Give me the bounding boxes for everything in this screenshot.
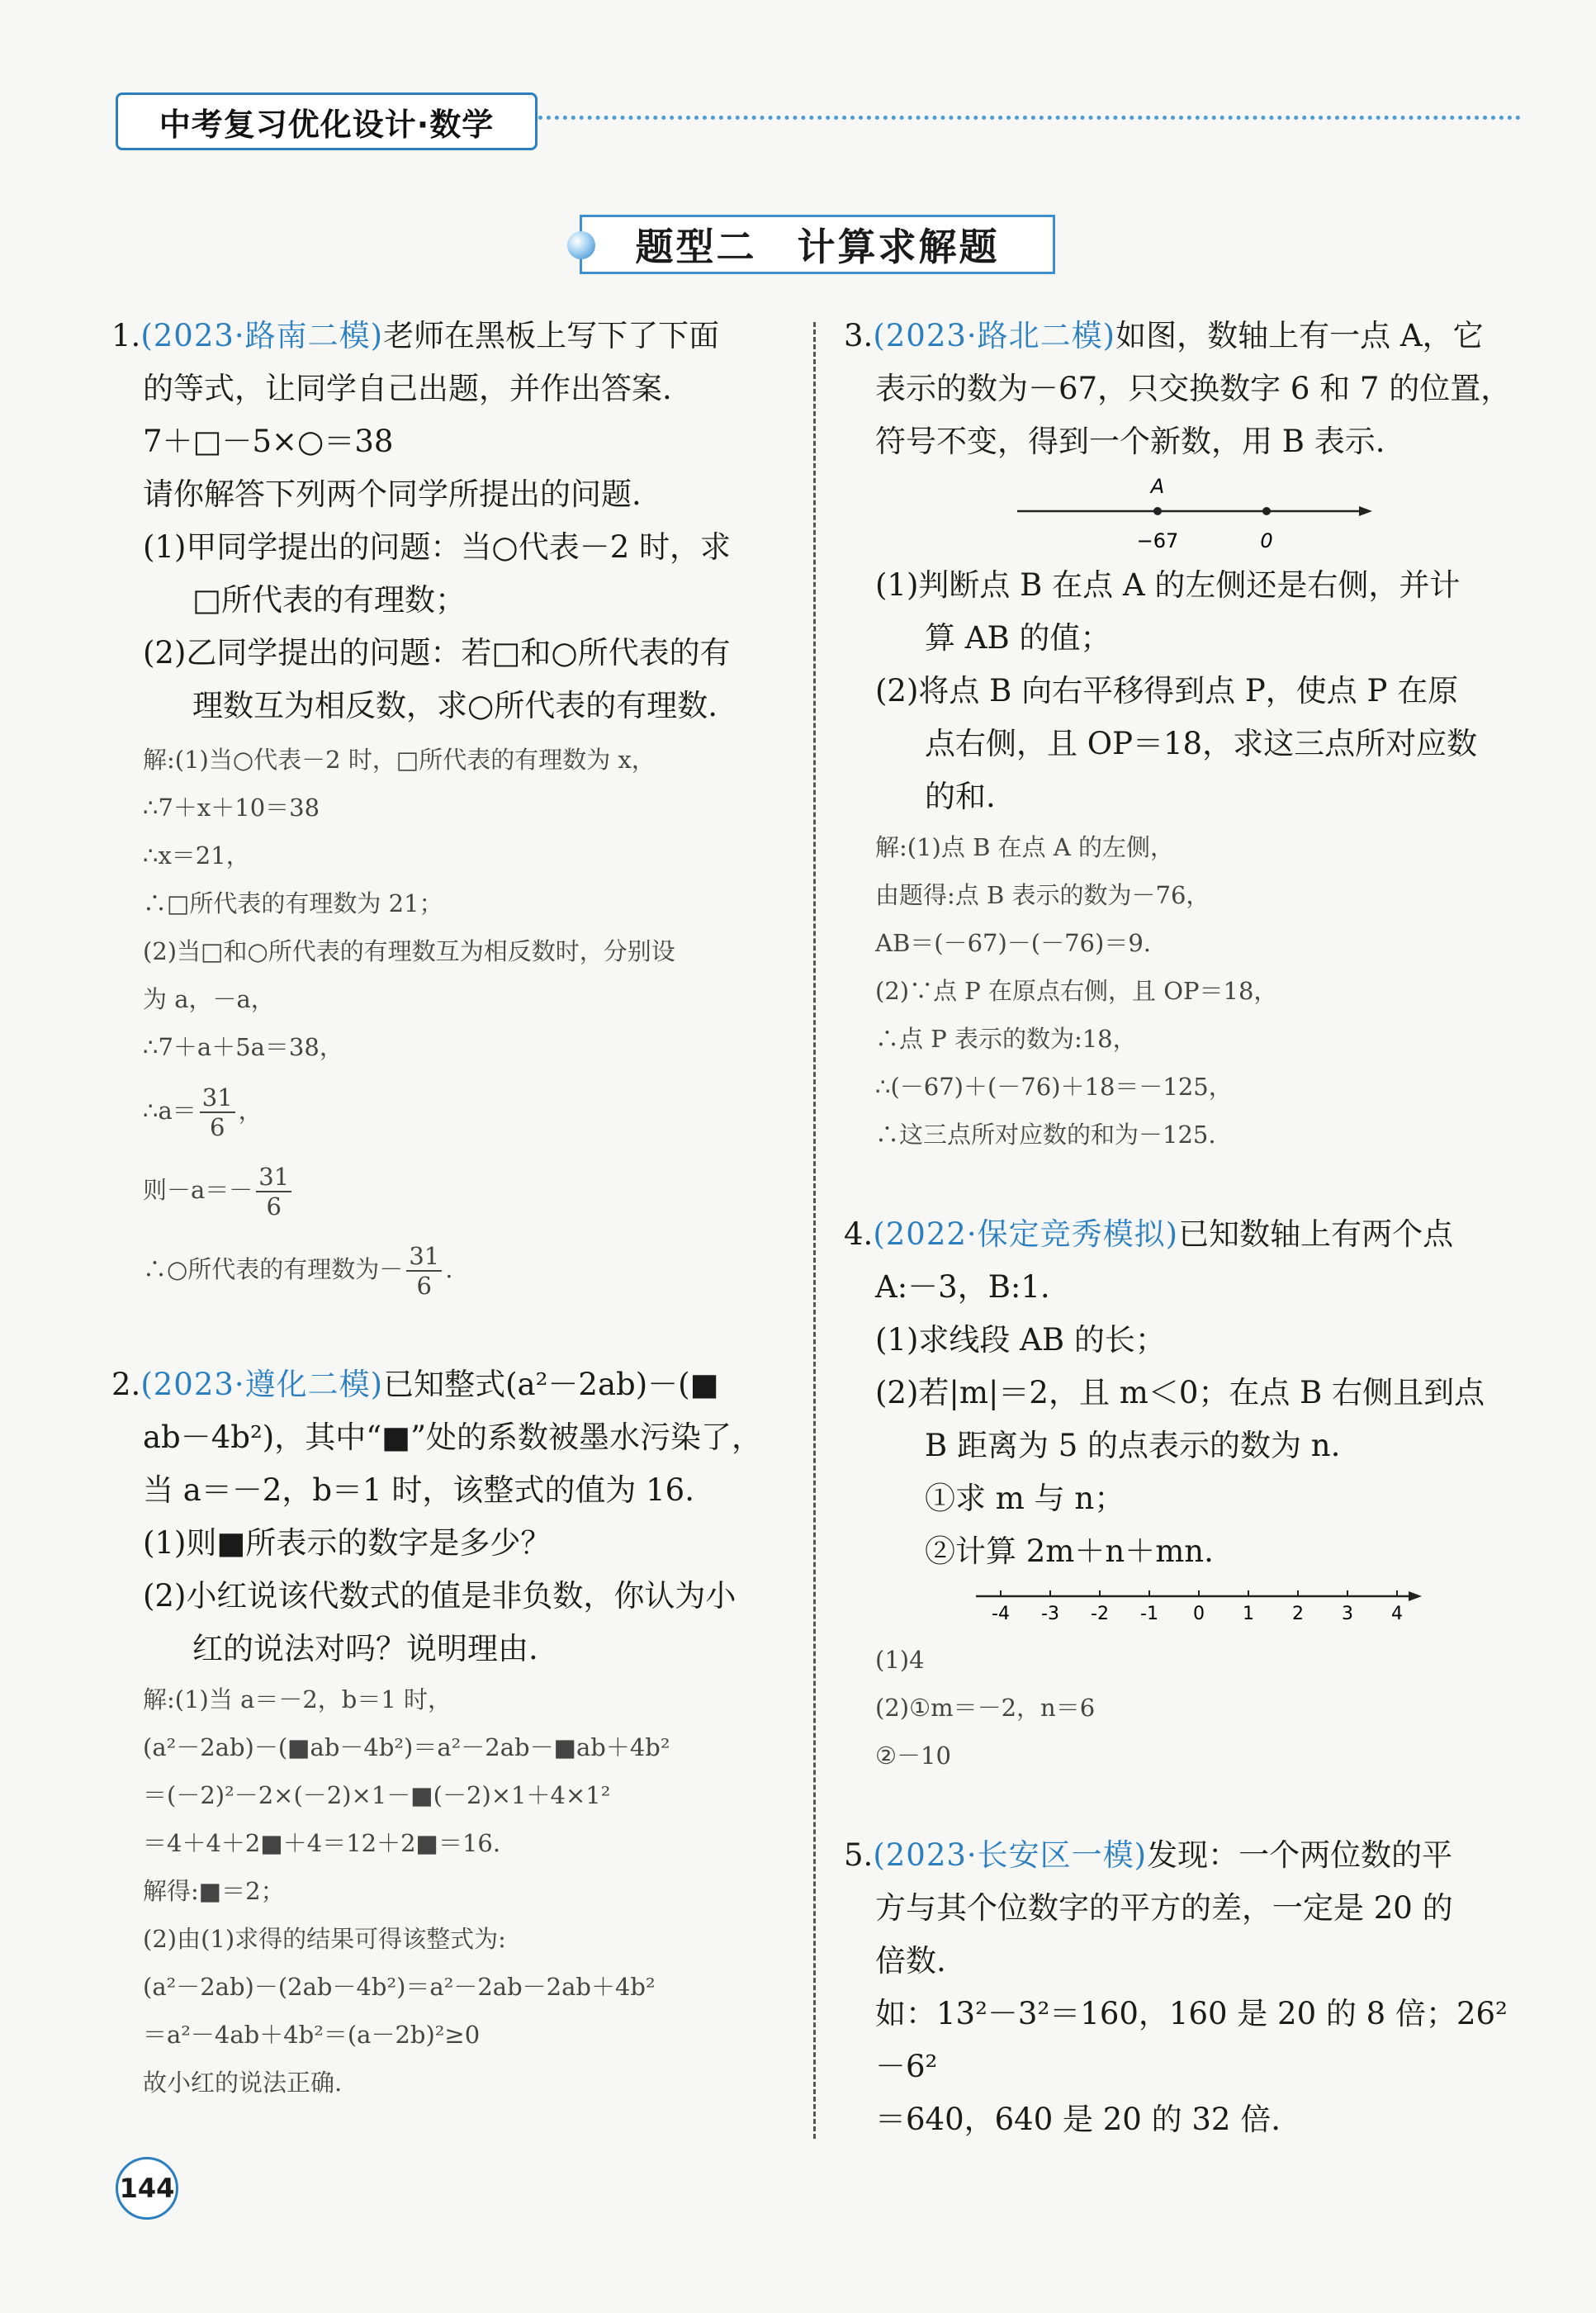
question-number: 1. <box>111 318 141 353</box>
question-number: 2. <box>111 1367 141 1402</box>
fraction: $\frac{31}{6}$ <box>406 1244 442 1298</box>
point-origin <box>1262 507 1271 515</box>
fraction: $\frac{31}{6}$ <box>200 1086 235 1140</box>
subquestion-2-cont: 理数互为相反数，求○所代表的有理数. <box>192 688 718 723</box>
right-column <box>844 310 1525 2146</box>
axis-tick-label: 2 <box>1292 1604 1304 1624</box>
solution-line: ∴这三点所对应数的和为－125. <box>875 1121 1216 1149</box>
solution-line: ∴点 P 表示的数为:18， <box>875 1025 1137 1053</box>
axis-tick-label: 3 <box>1342 1604 1353 1624</box>
question-text: 方与其个位数字的平方的差，一定是 20 的 <box>875 1890 1453 1926</box>
solution-line: (2)由(1)求得的结果可得该整式为: <box>143 1925 506 1953</box>
solution-line: ∴7＋x＋10＝38 <box>143 794 320 822</box>
number-line-q3 <box>844 468 1521 559</box>
question-text: 发现：一个两位数的平 <box>1147 1837 1453 1873</box>
solution-line: 解:(1)点 B 在点 A 的左侧， <box>875 833 1174 861</box>
subquestion-2: (2)小红说该代数式的值是非负数，你认为小 <box>143 1578 736 1614</box>
subquestion-1-cont: □所代表的有理数； <box>192 582 466 618</box>
question-5 <box>844 1829 1525 2146</box>
axis-tick-label: 4 <box>1391 1604 1403 1624</box>
equation: 7＋□－5×○＝38 <box>143 424 394 459</box>
page-number: 144 <box>116 2157 178 2220</box>
subquestion-1: (1)则■所表示的数字是多少？ <box>143 1525 552 1561</box>
question-text: 如：13²－3²＝160，160 是 20 的 8 倍；26²－6² <box>875 1996 1508 2084</box>
question-text: 已知整式(a²－2ab)－(■ <box>383 1367 719 1402</box>
question-source: (2023·遵化二模) <box>140 1367 384 1402</box>
question-4 <box>844 1208 1525 1578</box>
solution-line-fraction: ∴○所代表的有理数为－ $\frac{31}{6}$ . <box>143 1241 453 1300</box>
axis-tick-label: -2 <box>1091 1604 1109 1624</box>
point-a <box>1153 507 1162 515</box>
solution-line: 由题得:点 B 表示的数为－76， <box>875 881 1210 909</box>
question-text: A:－3，B:1. <box>875 1269 1050 1305</box>
subquestion-2-cont: 点右侧，且 OP＝18，求这三点所对应数 <box>925 726 1478 761</box>
question-text: 表示的数为－67，只交换数字 6 和 7 的位置， <box>875 371 1512 406</box>
solution-line: (2)①m＝－2，n＝6 <box>875 1694 1096 1722</box>
solution-line-fraction: ∴a＝ $\frac{31}{6}$ ， <box>143 1083 263 1141</box>
solution-line: 解:(1)当 a＝－2，b＝1 时， <box>143 1685 452 1713</box>
bullet-icon <box>567 231 595 259</box>
question-1 <box>111 310 784 732</box>
axis-tick-label: -4 <box>992 1604 1010 1624</box>
solution-line: ∴7＋a＋5a＝38， <box>143 1033 343 1061</box>
book-title: 中考复习优化设计·数学 <box>116 92 538 150</box>
subquestion-1: (1)求线段 AB 的长； <box>875 1322 1166 1358</box>
solution-line: 解得:■＝2； <box>143 1877 285 1905</box>
solution-line: (a²－2ab)－(■ab－4b²)＝a²－2ab－■ab＋4b² <box>143 1733 670 1761</box>
question-text: 当 a＝－2，b＝1 时，该整式的值为 16. <box>143 1472 694 1508</box>
solution-line: AB＝(－67)－(－76)＝9. <box>875 929 1151 957</box>
question-source: (2023·路南二模) <box>140 318 384 353</box>
solution-line: (2)∵点 P 在原点右侧，且 OP＝18， <box>875 977 1278 1005</box>
subquestion-part-1: ①求 m 与 n； <box>925 1481 1125 1516</box>
question-2 <box>111 1358 784 1676</box>
question-text: ＝640，640 是 20 的 32 倍. <box>875 2102 1281 2137</box>
question-source: (2023·长安区一模) <box>873 1837 1148 1873</box>
solution-line: ＝a²－4ab＋4b²＝(a－2b)²≥0 <box>143 2021 481 2049</box>
subquestion-part-2: ②计算 2m＋n＋mn. <box>925 1533 1214 1569</box>
section-title-text: 题型二 计算求解题 <box>635 225 1000 269</box>
solution-line: 故小红的说法正确. <box>143 2069 343 2097</box>
question-text: ab－4b²)，其中“■”处的系数被墨水污染了， <box>143 1420 763 1455</box>
solution-line: (1)4 <box>875 1646 925 1674</box>
header-dotted-rule <box>538 116 1521 120</box>
question-text: 符号不变，得到一个新数，用 B 表示. <box>875 424 1385 459</box>
subquestion-1: (1)判断点 B 在点 A 的左侧还是右侧，并计 <box>875 567 1461 603</box>
solution-line: 为 a，－a， <box>143 985 275 1013</box>
solution-line: ∴□所代表的有理数为 21； <box>143 889 443 917</box>
question-text: 的等式，让同学自己出题，并作出答案. <box>143 371 672 406</box>
question-source: (2022·保定竞秀模拟) <box>873 1216 1179 1252</box>
subquestion-1: (1)甲同学提出的问题：当○代表－2 时，求 <box>143 529 731 565</box>
question-number: 5. <box>844 1837 874 1873</box>
subquestion-2: (2)乙同学提出的问题：若□和○所代表的有 <box>143 635 731 671</box>
solution-4 <box>844 1636 1525 1780</box>
column-divider <box>813 322 816 2139</box>
solution-1 <box>111 736 784 1309</box>
question-source: (2023·路北二模) <box>873 318 1116 353</box>
section-title <box>580 215 1055 274</box>
axis-tick-label: -3 <box>1041 1604 1059 1624</box>
solution-line: ∴(－67)＋(－76)＋18＝－125， <box>875 1073 1233 1101</box>
subquestion-2-cont: 的和. <box>925 779 996 814</box>
solution-line: ＝4＋4＋2■＋4＝12＋2■＝16. <box>143 1829 501 1857</box>
axis-tick-label: 1 <box>1243 1604 1254 1624</box>
axis-tick-label: 0 <box>1193 1604 1205 1624</box>
solution-line-fraction: 则－a＝－ $\frac{31}{6}$ <box>143 1150 784 1230</box>
question-text: 老师在黑板上写下了下面 <box>383 318 720 353</box>
question-3 <box>844 310 1525 468</box>
question-3-parts <box>844 559 1525 823</box>
number-line-q4 <box>844 1578 1521 1636</box>
point-a-label: A <box>1150 475 1165 498</box>
tick-label: 0 <box>1260 529 1273 552</box>
solution-line: ＝(－2)²－2×(－2)×1－■(－2)×1＋4×1² <box>143 1781 611 1809</box>
question-text: 倍数. <box>875 1943 946 1979</box>
tick-label: −67 <box>1136 529 1179 552</box>
subquestion-2-cont: B 距离为 5 的点表示的数为 n. <box>925 1428 1341 1463</box>
axis-tick-label: -1 <box>1140 1604 1158 1624</box>
question-text: 已知数轴上有两个点 <box>1178 1216 1454 1252</box>
question-text: 如图，数轴上有一点 A，它 <box>1115 318 1484 353</box>
fraction: $\frac{31}{6}$ <box>256 1165 291 1219</box>
left-column <box>111 310 784 2107</box>
solution-line: ∴x＝21， <box>143 841 250 870</box>
subquestion-2: (2)将点 B 向右平移得到点 P，使点 P 在原 <box>875 673 1459 709</box>
solution-line: (2)当□和○所代表的有理数互为相反数时，分别设 <box>143 937 675 965</box>
subquestion-2-cont: 红的说法对吗？说明理由. <box>192 1631 538 1666</box>
solution-2 <box>111 1676 784 2107</box>
subquestion-2: (2)若|m|＝2，且 m＜0；在点 B 右侧且到点 <box>875 1375 1485 1410</box>
subquestion-1-cont: 算 AB 的值； <box>925 620 1111 656</box>
question-text: 请你解答下列两个同学所提出的问题. <box>143 476 642 512</box>
solution-3 <box>844 823 1525 1159</box>
solution-line: (a²－2ab)－(2ab－4b²)＝a²－2ab－2ab＋4b² <box>143 1973 656 2001</box>
question-number: 3. <box>844 318 874 353</box>
solution-line: ②－10 <box>875 1742 951 1770</box>
solution-line: 解:(1)当○代表－2 时，□所代表的有理数为 x， <box>143 746 656 774</box>
question-number: 4. <box>844 1216 874 1252</box>
